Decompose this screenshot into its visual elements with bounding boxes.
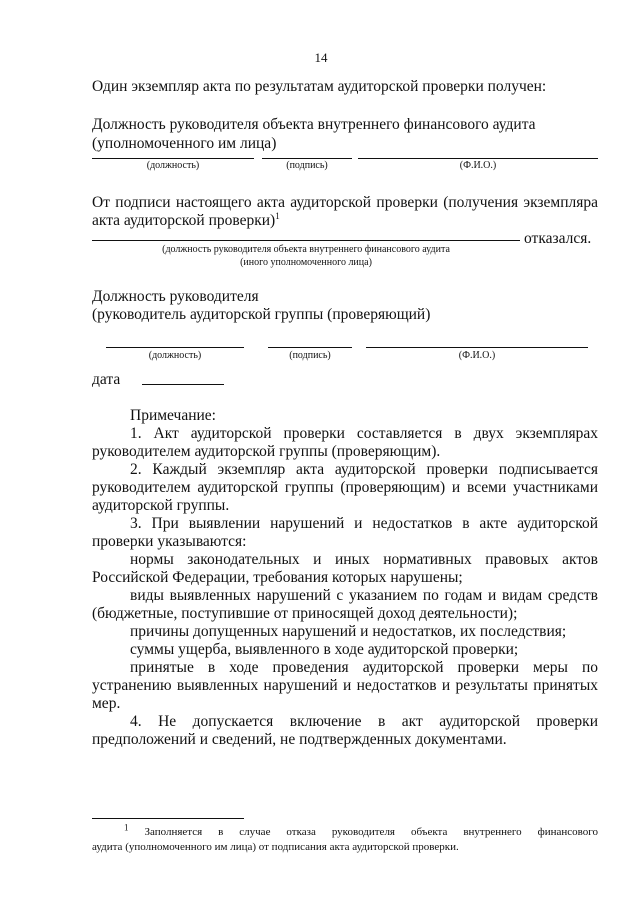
refusal-caption-1: (должность руководителя объекта внутреннего финансового аудита bbox=[162, 244, 450, 255]
signature-line-fio bbox=[358, 158, 598, 159]
footnote-mark: 1 bbox=[124, 822, 129, 833]
caption-signature: (подпись) bbox=[286, 160, 328, 171]
caption-position: (должность) bbox=[146, 160, 200, 171]
note-item-3-types-line2: (бюджетные, поступившие от приносящей доход деятельности); bbox=[92, 605, 518, 622]
note-item-3-causes: причины допущенных нарушений и недостатков, их последствия; bbox=[130, 623, 567, 640]
footnote-reference: 1 bbox=[275, 210, 280, 221]
refusal-caption-2: (иного уполномоченного лица) bbox=[240, 257, 372, 268]
head-position-sublabel: (уполномоченного им лица) bbox=[92, 135, 277, 152]
leader-caption-fio: (Ф.И.О.) bbox=[458, 350, 496, 361]
leader-line-signature bbox=[268, 347, 352, 348]
note-item-2-line1: 2. Каждый экземпляр акта аудиторской проверки подписывается bbox=[130, 461, 598, 478]
date-line bbox=[142, 384, 224, 385]
note-item-2-line3: аудиторской группы. bbox=[92, 497, 230, 514]
note-item-1-line2: руководителем аудиторской группы (проверяющим). bbox=[92, 443, 441, 460]
note-item-2-line2: руководителем аудиторской группы (проверяющим) и всеми участниками bbox=[92, 479, 598, 496]
leader-line-fio bbox=[366, 347, 588, 348]
head-position-label: Должность руководителя объекта внутреннего финансового аудита bbox=[92, 116, 536, 133]
leader-position-label: Должность руководителя bbox=[92, 288, 259, 305]
refusal-statement-line1: От подписи настоящего акта аудиторской проверки (получения экземпляра bbox=[92, 194, 598, 211]
note-item-4-line2: предположений и сведений, не подтвержденных документами. bbox=[92, 731, 507, 748]
leader-caption-position: (должность) bbox=[148, 350, 202, 361]
caption-fio: (Ф.И.О.) bbox=[459, 160, 497, 171]
received-statement: Один экземпляр акта по результатам аудиторской проверки получен: bbox=[92, 78, 547, 95]
note-item-3-measures-line1: принятые в ходе проведения аудиторской проверки меры по bbox=[130, 659, 598, 676]
note-item-3-norms-line1: нормы законодательных и иных нормативных правовых актов bbox=[130, 551, 598, 568]
refusal-statement-text: акта аудиторской проверки) bbox=[92, 212, 276, 229]
footnote-line2: аудита (уполномоченного им лица) от подписания акта аудиторской проверки. bbox=[92, 841, 459, 853]
page-number: 14 bbox=[314, 50, 328, 65]
signature-line-position bbox=[92, 158, 254, 159]
refused-text: отказался. bbox=[524, 230, 592, 247]
signature-line-signature bbox=[262, 158, 352, 159]
leader-caption-signature: (подпись) bbox=[289, 350, 331, 361]
refusal-signature-line bbox=[92, 240, 520, 241]
note-item-3-norms-line2: Российской Федерации, требования которых нарушены; bbox=[92, 569, 463, 586]
note-title: Примечание: bbox=[130, 407, 216, 424]
note-item-3-line1: 3. При выявлении нарушений и недостатков в акте аудиторской bbox=[130, 515, 598, 532]
note-item-4-line1: 4. Не допускается включение в акт аудиторской проверки bbox=[130, 713, 598, 730]
note-item-3-line2: проверки указываются: bbox=[92, 533, 247, 550]
leader-line-position bbox=[106, 347, 244, 348]
footnote-text: Заполняется в случае отказа руководителя объекта внутреннего финансового bbox=[144, 826, 598, 838]
note-item-3-damages: суммы ущерба, выявленного в ходе аудиторской проверки; bbox=[130, 641, 519, 658]
footnote-separator bbox=[92, 818, 244, 819]
refusal-statement-line2 bbox=[92, 211, 280, 230]
date-label: дата bbox=[92, 371, 121, 388]
leader-position-sublabel: (руководитель аудиторской группы (проверяющий) bbox=[92, 306, 431, 323]
footnote-line1 bbox=[124, 822, 598, 839]
note-item-1-line1: 1. Акт аудиторской проверки составляется в двух экземплярах bbox=[130, 425, 598, 442]
note-item-3-measures-line3: мер. bbox=[92, 695, 121, 712]
note-item-3-measures-line2: устранению выявленных нарушений и недостатков и результаты принятых bbox=[92, 677, 598, 694]
note-item-3-types-line1: виды выявленных нарушений с указанием по годам и видам средств bbox=[130, 587, 598, 604]
